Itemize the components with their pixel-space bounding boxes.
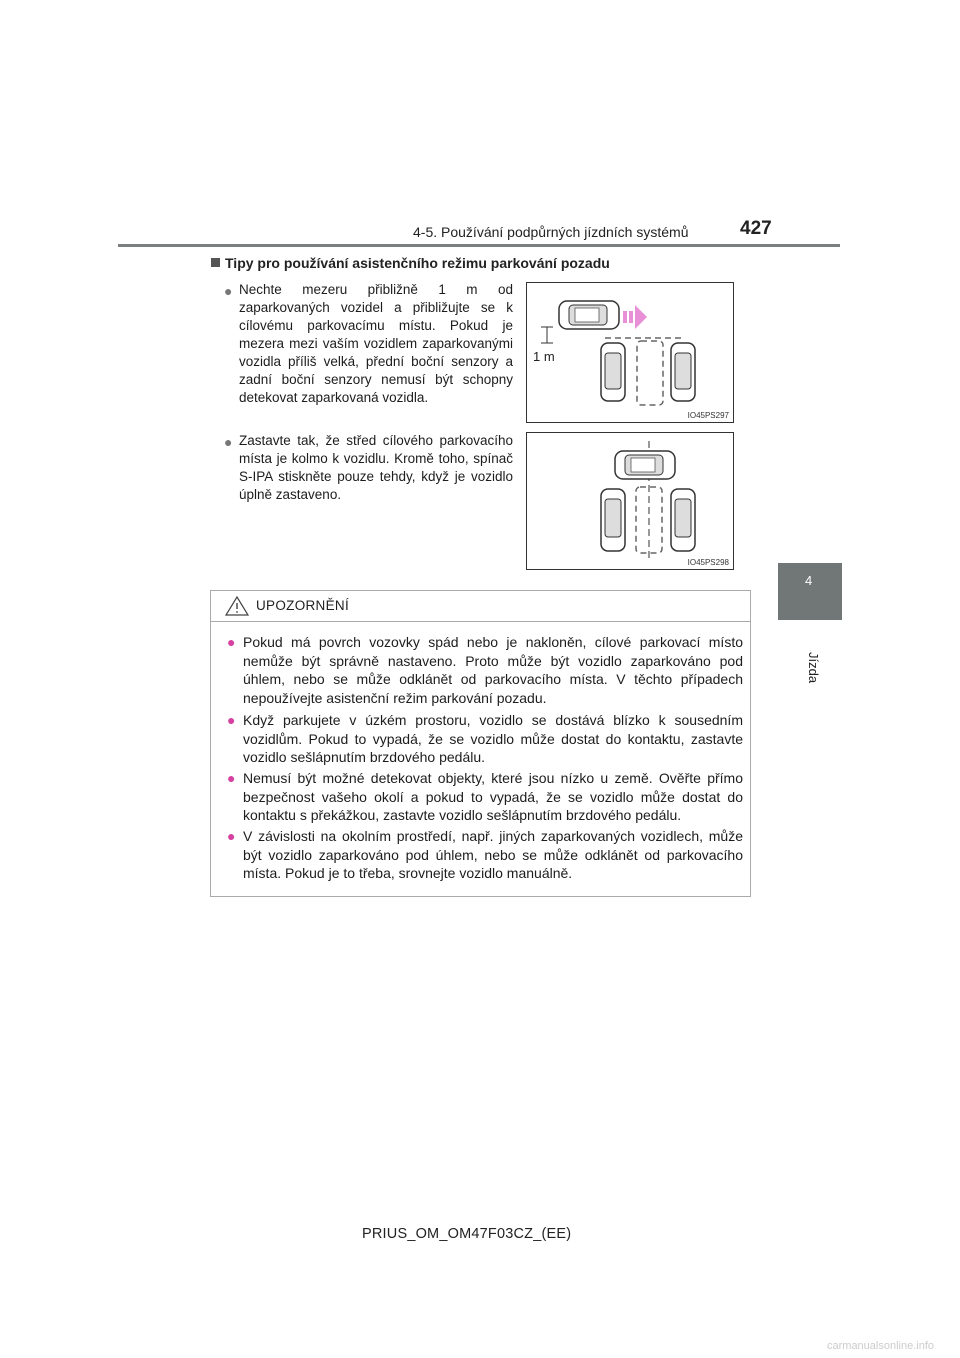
target-space-outline	[637, 341, 663, 405]
parked-car-icon	[601, 343, 625, 401]
figure-stop-position-drawing	[527, 433, 733, 569]
moving-car-icon	[615, 451, 675, 479]
warning-item	[227, 769, 743, 825]
chapter-label	[781, 640, 841, 684]
tip-text: Zastavte tak, že střed cílového parkovacího místa je kolmo k vozidlu. Kromě toho, spínač S-IPA stiskněte pouze tehdy, když je vozidlo úplně zastaveno.	[239, 433, 513, 502]
footer-code: PRIUS_OM_OM47F03CZ_(EE)	[362, 1226, 572, 1242]
parked-car-icon	[601, 489, 625, 551]
warning-triangle-icon	[225, 596, 249, 616]
warning-title: UPOZORNĚNÍ	[256, 598, 350, 613]
distance-label: 1 m	[533, 349, 555, 364]
warning-item	[227, 633, 743, 707]
parked-car-icon	[671, 489, 695, 551]
figure-stop-position	[526, 432, 734, 570]
bullet-icon: ●	[227, 828, 236, 844]
chapter-tab	[778, 563, 842, 620]
bullet-icon: ●	[227, 770, 236, 786]
section-title-text: Tipy pro používání asistenčního režimu parkování pozadu	[225, 255, 610, 271]
direction-arrow-icon	[623, 305, 647, 329]
tip-item	[224, 281, 513, 407]
bullet-icon: ●	[224, 283, 233, 299]
bullet-icon: ●	[227, 634, 236, 650]
warning-text: V závislosti na okolním prostředí, např. jiných zaparkovaných vozidlech, může být vozidlo zaparkováno pod úhlem, nebo se může odklánět od parkovacího místa. Pokud je to třeba, srovnejte vozidlo manuálně.	[243, 828, 743, 881]
header-title: 4-5. Používání podpůrných jízdních systémů	[413, 224, 689, 240]
chapter-number: 4	[805, 573, 813, 588]
warning-text: Nemusí být možné detekovat objekty, které jsou nízko u země. Ověřte přímo bezpečnost vašeho okolí a pokud to vypadá, že se vozidlo může dostat do kontaktu s překážkou, zastavte vozidlo sešlápnutím brzdového pedálu.	[243, 770, 743, 823]
bullet-icon: ●	[227, 712, 236, 728]
header-rule	[118, 244, 840, 247]
watermark: carmanualsonline.info	[827, 1340, 935, 1352]
bullet-icon: ●	[224, 434, 233, 450]
chapter-name: Jízda	[806, 652, 821, 684]
figure-code: IO45PS298	[687, 558, 729, 567]
page-number: 427	[740, 218, 772, 239]
moving-car-icon	[559, 301, 619, 329]
warning-text: Pokud má povrch vozovky spád nebo je nakloněn, cílové parkovací místo nemůže být správně nastaveno. Proto může být vozidlo zaparkováno pod úhlem, nebo se může odklánět od parkovacího místa. V těchto případech nepoužívejte asistenční režim parkování pozadu.	[243, 634, 743, 706]
section-title	[211, 255, 610, 271]
warning-box	[210, 590, 751, 897]
warning-item	[227, 711, 743, 767]
tip-item	[224, 432, 513, 504]
square-bullet-icon	[211, 258, 220, 267]
figure-approach-gap	[526, 282, 734, 423]
parked-car-icon	[671, 343, 695, 401]
warning-text: Když parkujete v úzkém prostoru, vozidlo se dostává blízko k sousedním vozidlům. Pokud to vypadá, že se vozidlo může dostat do kontaktu, zastavte vozidlo sešlápnutím brzdového pedálu.	[243, 712, 743, 765]
figure-code: IO45PS297	[687, 411, 729, 420]
tip-text: Nechte mezeru přibližně 1 m od zaparkovaných vozidel a přibližujte se k cílovému parkovacímu místu. Pokud je mezera mezi vaším vozidlem zaparkovanými vozidla příliš velká, přední boční senzory a zadní boční senzory nemusí být schopny detekovat zaparkovaná vozidla.	[239, 282, 513, 405]
warning-item	[227, 827, 743, 883]
figure-approach-gap-drawing	[527, 283, 733, 422]
warning-header	[211, 591, 750, 622]
